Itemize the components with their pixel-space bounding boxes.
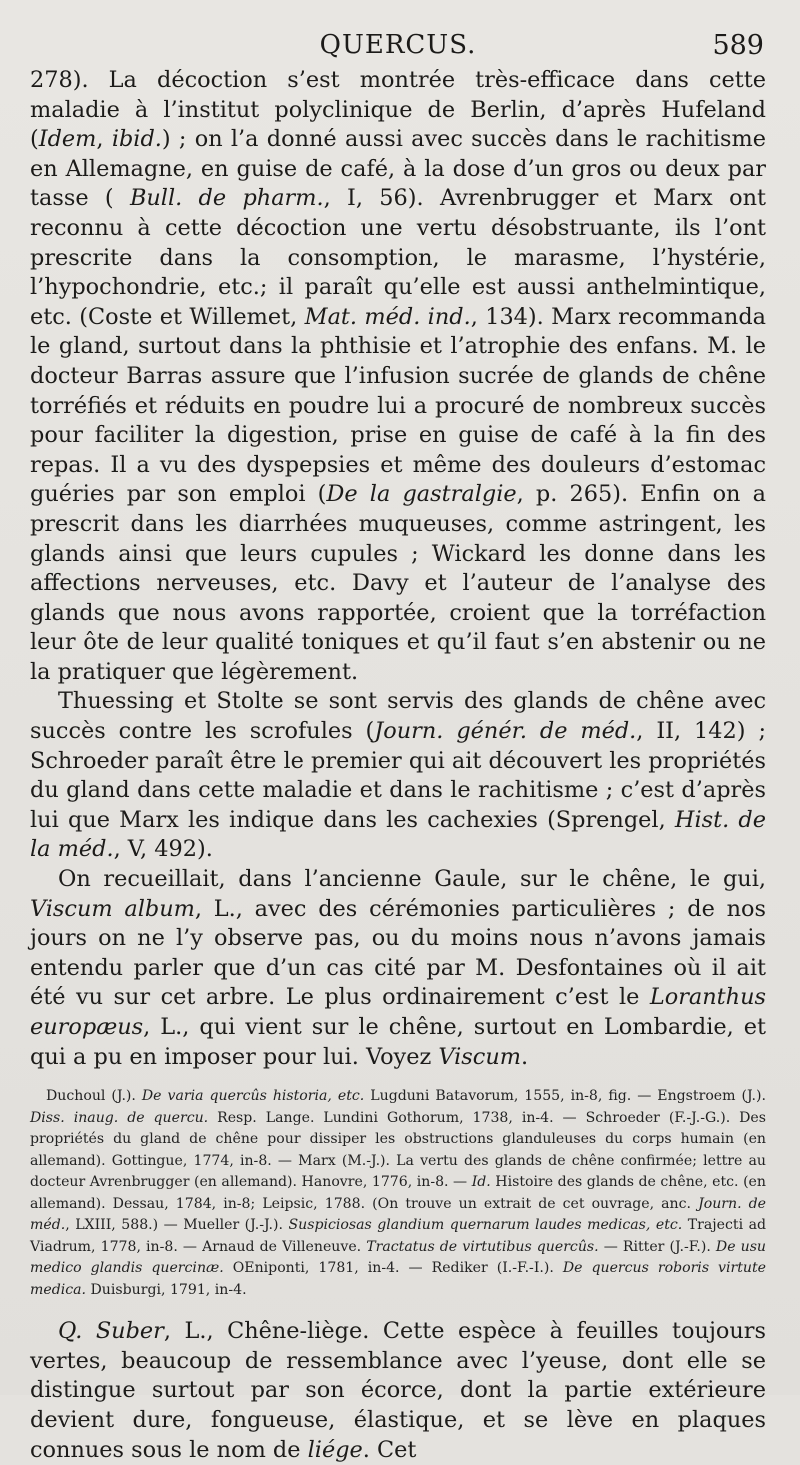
text-run: , p. 265). Enfin on a prescrit dans les diarrhées muqueuses, comme astringent, les glands ainsi que leurs cupules ; Wickard les donne dans les affections nerveuses, etc. Davy et l’auteur de l’analyse des glands que nous avons rapportée, croient que la torréfaction leur ôte de leur qualité toniques et qu’il faut s’en abstenir ou ne la pratiquer que légèrement. — [30, 481, 766, 685]
italic-text-run: Id. — [471, 1174, 491, 1191]
italic-text-run: Suspiciosas glandium quernarum laudes medicas, etc. — [288, 1217, 683, 1234]
text-run: , L., avec des cérémonies particulières ; de nos jours on ne l’y observe pas, ou du moins nous n’avons jamais entendu parler que d’un cas cité par M. Desfontaines où il ait été vu sur cet arbre. Le plus ordinairement c’est le — [30, 895, 766, 1011]
italic-text-run: Diss. inaug. de quercu. — [30, 1109, 209, 1126]
italic-text-run: Bull. de pharm. — [129, 185, 324, 212]
italic-text-run: Journ. de méd. — [30, 1195, 766, 1234]
text-run: . — [521, 1043, 529, 1070]
paragraph-decoction — [30, 66, 766, 687]
text-run: Histoire des glands de chêne, etc. (en allemand). Dessau, 1784, in-8; Leipsic, 1788. (On trouve un extrait de cet ouvrage, anc. — [30, 1174, 766, 1212]
italic-text-run: Tractatus de virtutibus quercûs. — [366, 1238, 599, 1255]
text-run: 278). La décoction s’est montrée très-efficace dans cette maladie à l’institut polyclinique de Berlin, d’après Hufeland ( — [30, 67, 766, 153]
text-run: , L., Chêne-liège. Cette espèce à feuilles toujours vertes, beaucoup de ressemblance avec l’yeuse, dont elle se distingue surtout par son écorce, dont la partie extérieure devient dure, fongueuse, élastique, et se lève en plaques connues sous le nom de — [30, 1318, 766, 1463]
text-run: , I, 56). Avrenbrugger et Marx ont reconnu à cette décoction une vertu désobstruante, ils l’ont prescrite dans la consomption, le marasme, l’hystérie, l’hypochondrie, etc.; il paraît qu’elle est aussi anthelmintique, etc. (Coste et Willemet, — [30, 185, 766, 330]
text-run: , II, 142) ; Schroeder paraît être le premier qui ait découvert les propriétés du gland dans cette maladie et dans le rachitisme ; c’est d’après lui que Marx les indique dans les cachexies (Sprengel, — [30, 718, 766, 833]
paragraph-viscum — [30, 865, 766, 1072]
text-run: , — [96, 126, 112, 153]
italic-text-run: Hist. de la méd. — [30, 806, 766, 863]
text-run: Duisburgi, 1791, in-4. — [86, 1281, 247, 1298]
page-header — [30, 30, 766, 66]
italic-text-run: De usu medico glandis quercinæ. — [30, 1238, 767, 1277]
italic-text-run: Mat. méd. ind. — [304, 303, 471, 330]
page-number: 589 — [712, 30, 764, 61]
italic-text-run: liége — [307, 1436, 363, 1463]
paragraph-suber — [30, 1317, 766, 1465]
text-run: , L., qui vient sur le chêne, surtout en Lombardie, et qui a pu en imposer pour lui. Voyez — [30, 1014, 766, 1070]
italic-text-run: De quercus roboris virtute medica. — [30, 1260, 766, 1298]
text-run: — Ritter (J.-F.). — [598, 1238, 716, 1255]
text-run: On recueillait, dans l’ancienne Gaule, sur le chêne, le gui, — [58, 866, 766, 893]
text-run: Duchoul (J.). — [46, 1088, 142, 1105]
text-run: Trajecti ad Viadrum, 1778, in-8. — Arnaud de Villeneuve. — [30, 1217, 767, 1255]
text-run: Lugduni Batavorum, 1555, in-8, fig. — Engstroem (J.). — [364, 1088, 766, 1105]
text-run: , 134). Marx recommanda le gland, surtout dans la phthisie et l’atrophie des enfans. M. le docteur Barras assure que l’infusion sucrée de glands de chêne torréfiés et réduits en poudre lui a procuré de nombreux succès pour faciliter la digestion, prise en guise de café à la fin des repas. Il a vu des dyspepsies et même des douleurs d’estomac guéries par son emploi ( — [30, 303, 766, 508]
italic-text-run: Viscum album — [30, 895, 195, 922]
text-run: Thuessing et Stolte se sont servis des glands de chêne avec succès contre les scrofules ( — [30, 688, 766, 745]
bibliography-notes — [30, 1086, 766, 1301]
main-text-continued — [30, 1317, 766, 1465]
text-run: OEniponti, 1781, in-4. — Rediker (I.-F.-I.). — [223, 1260, 563, 1277]
text-run: , V, 492). — [113, 836, 213, 863]
italic-text-run: ibid. — [111, 126, 162, 153]
text-run: Resp. Lange. Lundini Gothorum, 1738, in-4. — Schroeder (F.-J.-G.). Des propriétés du gland de chêne pour dissiper les obstructions glanduleuses du corps humain (en allemand). Gottingue, 1774, in-8. — Marx (M.-J.). La vertu des glands de chêne confirmée; lettre au docteur Avrenbrugger (en allemand). Hanovre, 1776, in-8. — — [30, 1109, 766, 1191]
italic-text-run: De varia quercûs historia, etc. — [141, 1088, 365, 1105]
italic-text-run: Viscum — [438, 1043, 521, 1070]
italic-text-run: Loranthus europæus — [30, 984, 766, 1040]
running-head: QUERCUS. — [319, 30, 477, 60]
main-text — [30, 66, 766, 1072]
italic-text-run: Journ. génér. de méd. — [374, 718, 637, 745]
text-run: . Cet — [362, 1436, 417, 1463]
paragraph-scrofules — [30, 687, 766, 865]
italic-text-run: Idem — [38, 126, 97, 153]
italic-text-run: Q. Suber — [58, 1318, 164, 1345]
text-run: , LXIII, 588.) — Mueller (J.-J.). — [65, 1217, 289, 1234]
text-run: ) ; on l’a donné aussi avec succès dans le rachitisme en Allemagne, en guise de café, à la dose d’un gros ou deux par tasse ( — [30, 126, 766, 212]
italic-text-run: De la gastralgie — [326, 481, 517, 508]
